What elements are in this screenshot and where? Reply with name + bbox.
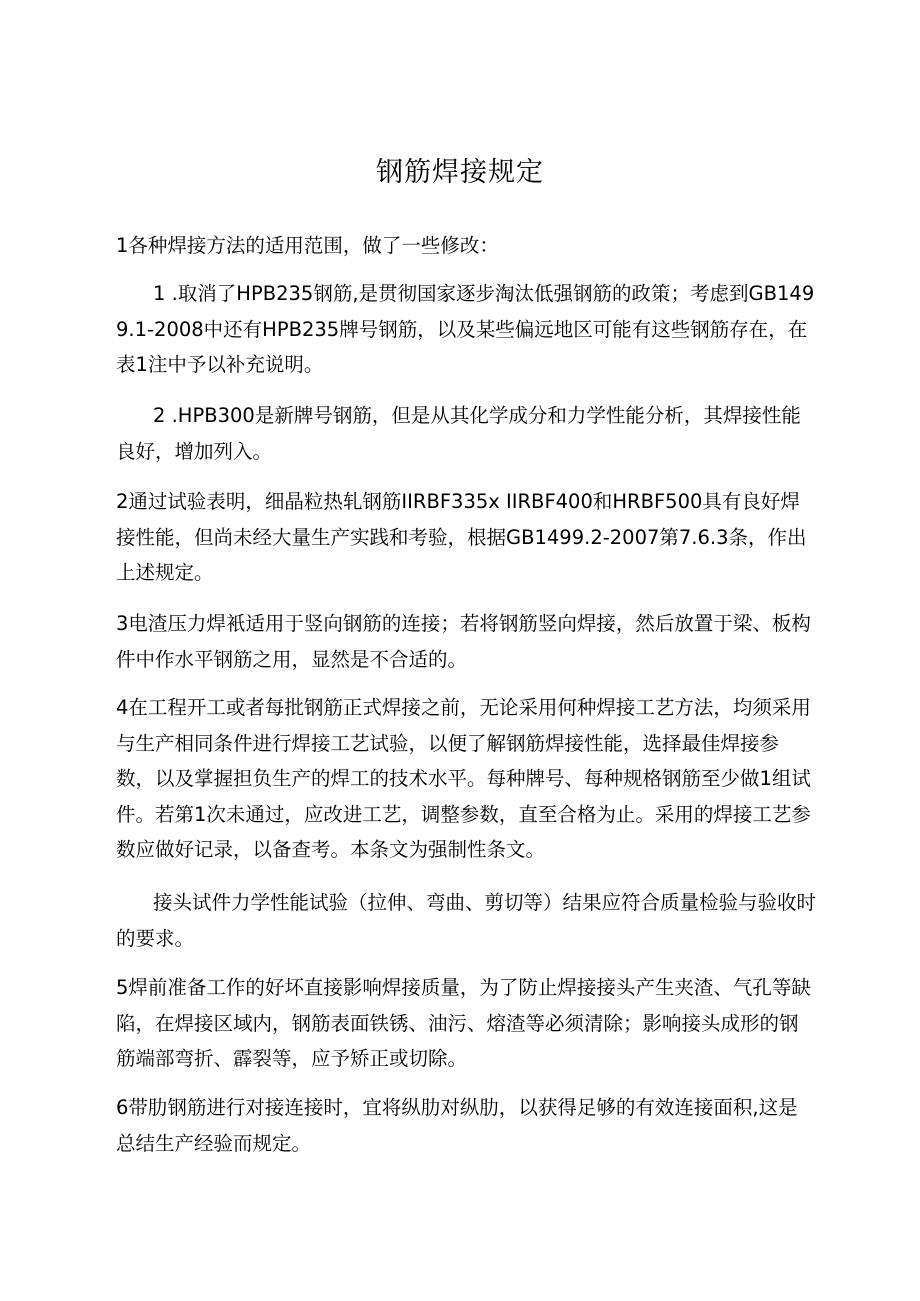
paragraph-4-note: 接头试件力学性能试验（拉伸、弯曲、剪切等）结果应符合质量检验与验收时的要求。 bbox=[116, 891, 817, 950]
page-title: 钢筋焊接规定 bbox=[376, 157, 544, 188]
paragraph-2: 2通过试验表明，细晶粒热轧钢筋IIRBF335x IIRBF400和HRBF500具有良好焊接性能，但尚未经大量生产实践和考验，根据GB1499.2-2007第7.6.3条，作出上述规定。 bbox=[116, 490, 807, 584]
paragraph-4: 4在工程开工或者每批钢筋正式焊接之前，无论采用何种焊接工艺方法，均须采用与生产相同条件进行焊接工艺试验，以便了解钢筋焊接性能，选择最佳焊接参数，以及掌握担负生产的焊工的技术水平。每种牌号、每种规格钢筋至少做1组试件。若第1次未通过，应改进工艺，调整参数，直至合格为止。采用的焊接工艺参数应做好记录，以备查考。本条文为强制性条文。 bbox=[116, 696, 811, 861]
paragraph-5: 5焊前准备工作的好坏直接影响焊接质量，为了防止焊接接头产生夹渣、气孔等缺陷，在焊接区域内，钢筋表面铁锈、油污、熔渣等必须清除；影响接头成形的钢筋端部弯折、霹裂等，应予矫正或切除。 bbox=[116, 976, 811, 1070]
paragraph-1-1: 1 .取消了HPB235钢筋,是贯彻国家逐步淘汰低强钢筋的政策；考虑到GB1499.1-2008中还有HPB235牌号钢筋，以及某些偏远地区可能有这些钢筋存在，在表1注中予以补充说明。 bbox=[116, 282, 815, 376]
paragraph-3: 3电渣压力焊衹适用于竖向钢筋的连接；若将钢筋竖向焊接，然后放置于梁、板构件中作水平钢筋之用，显然是不合适的。 bbox=[116, 612, 811, 671]
paragraph-1: 1各种焊接方法的适用范围，做了一些修改： bbox=[116, 234, 499, 257]
paragraph-6: 6带肋钢筋进行对接连接时，宜将纵肋对纵肋，以获得足够的有效连接面积,这是总结生产经验而规定。 bbox=[116, 1096, 798, 1155]
paragraph-1-2: 2 .HPB300是新牌号钢筋，但是从其化学成分和力学性能分析，其焊接性能良好，增加列入。 bbox=[116, 404, 801, 463]
